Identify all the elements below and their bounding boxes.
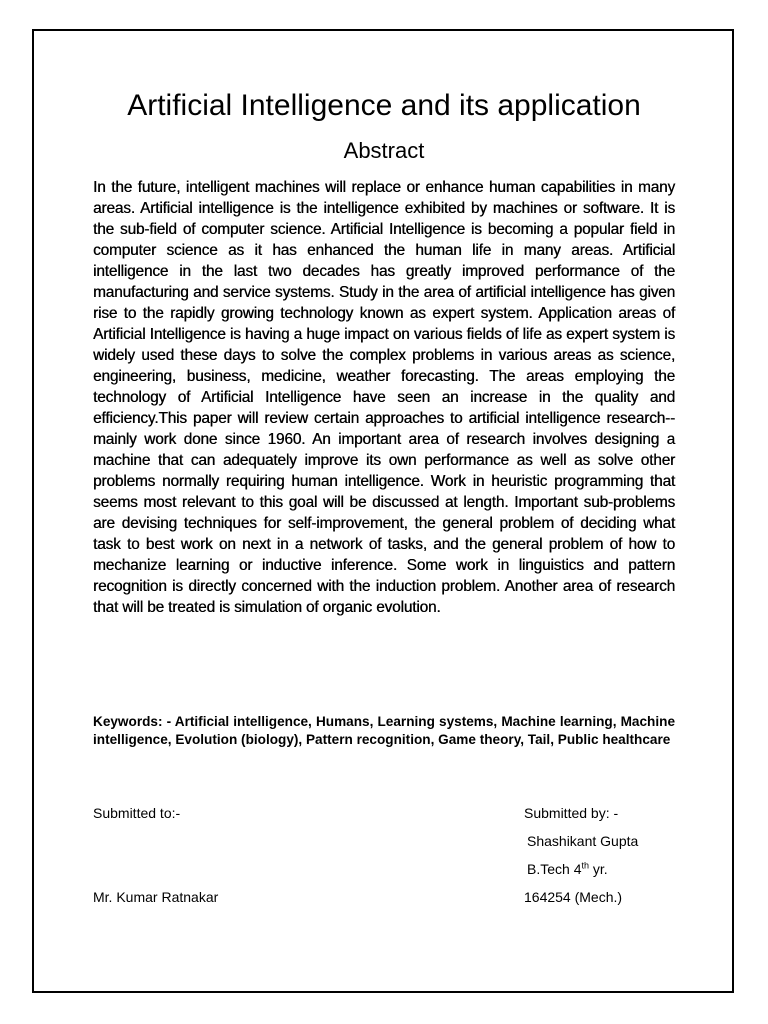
abstract-heading: Abstract [343,138,425,163]
submitted-by-label: Submitted by: - [524,805,619,821]
abstract-paragraph: In the future, intelligent machines will replace or enhance human capabilities in many areas. Artificial intelligence is the intelligence exhibited by machines or software. It is the sub-field of computer science. Artificial Intelligence is becoming a popular field in computer science as it has enhanced the human life in many areas. Artificial intelligence in the last two decades has greatly improved performance of the manufacturing and service systems. Study in the area of artificial intelligence has given rise to the rapidly growing technology known as expert system. Application areas of Artificial Intelligence is having a huge impact on various fields of life as expert system is widely used these days to solve the complex problems in various areas as science, engineering, business, medicine, weather forecasting. The areas employing the technology of Artificial Intelligence have seen an increase in the quality and efficiency.This paper will review certain approaches to artificial intelligence research--mainly work done since 1960. An important area of research involves designing a machine that can adequately improve its own performance as well as solve other problems normally requiring human intelligence. Work in heuristic programming that seems most relevant to this goal will be discussed at length. Important sub-problems are devising techniques for self-improvement, the general problem of deciding what task to best work on next in a network of tasks, and the general problem of how to mechanize learning or inductive inference. Some work in linguistics and pattern recognition is directly concerned with the induction problem. Another area of research that will be treated is simulation of organic evolution. [93,179,675,616]
submitted-to-name: Mr. Kumar Ratnakar [93,889,219,905]
submitted-by-name: Shashikant Gupta [527,833,639,849]
submitted-by-course [527,860,608,878]
document-title: Artificial Intelligence and its application [127,89,641,122]
course-prefix: B.Tech 4 [527,861,582,877]
keywords-paragraph: Keywords: - Artificial intelligence, Humans, Learning systems, Machine learning, Machine intelligence, Evolution (biology), Pattern recognition, Game theory, Tail, Public healthcare [93,714,675,747]
submitted-by-id: 164254 (Mech.) [524,889,623,905]
submitted-to-label: Submitted to:- [93,805,181,821]
course-suffix: yr. [589,861,608,877]
course-superscript: th [581,860,589,871]
